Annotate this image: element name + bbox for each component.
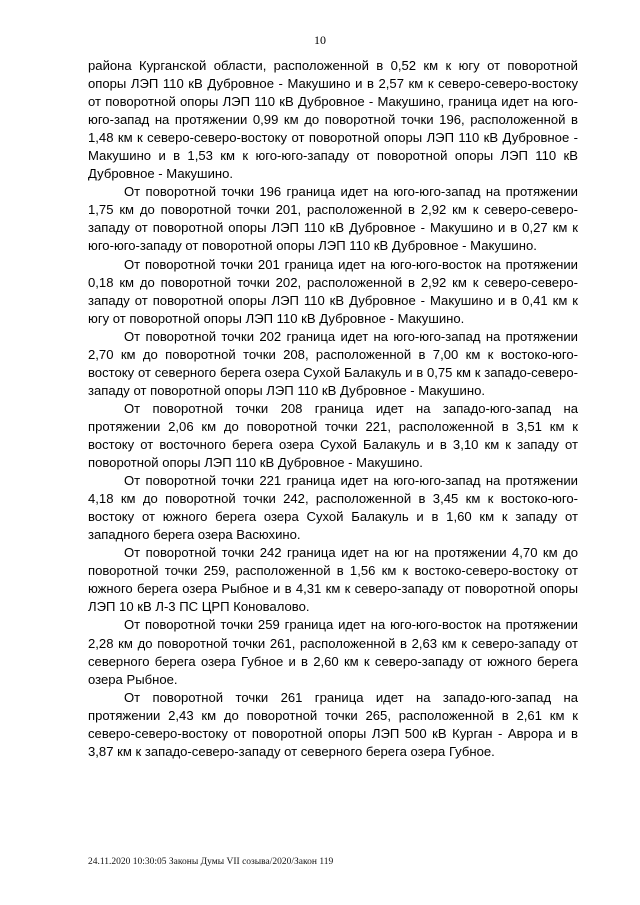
paragraph: От поворотной точки 208 граница идет на западо-юго-запад на протяжении 2,06 км до поворотной точки 221, расположенной в 3,51 км к востоку от восточного берега озера Сухой Балакуль и в 3,10 км к западу от поворотной опоры ЛЭП 110 кВ Дубровное - Макушино. bbox=[88, 400, 578, 471]
page-number: 10 bbox=[314, 33, 326, 47]
paragraph: От поворотной точки 196 граница идет на юго-юго-запад на протяжении 1,75 км до поворотной точки 201, расположенной в 2,92 км к северо-северо-западу от поворотной опоры ЛЭП 110 кВ Дубровное - Макушино и в 0,27 км к юго-юго-западу от поворотной опоры ЛЭП 110 кВ Дубровное - Макушино. bbox=[88, 184, 578, 254]
paragraph: От поворотной точки 261 граница идет на западо-юго-запад на протяжении 2,43 км до поворотной точки 265, расположенной в 2,61 км к северо-северо-востоку от поворотной опоры ЛЭП 500 кВ Курган - Аврора и в 3,87 км к западо-северо-западу от северного берега озера Губное. bbox=[88, 689, 578, 759]
paragraph: От поворотной точки 242 граница идет на юг на протяжении 4,70 км до поворотной точки 259, расположенной в 1,56 км к востоко-северо-востоку от южного берега озера Рыбное и в 4,31 км к северо-западу от поворотной опоры ЛЭП 10 кВ Л-3 ПС ЦРП Коновалово. bbox=[88, 545, 578, 615]
paragraph: района Курганской области, расположенной в 0,52 км к югу от поворотной опоры ЛЭП 110 кВ Дубровное - Макушино и в 2,57 км к северо-северо-востоку от поворотной опоры ЛЭП 110 кВ Дубровное - Макушино, граница идет на юго-юго-запад на протяжении 0,99 км до поворотной точки 196, расположенной в 1,48 км к северо-северо-востоку от поворотной опоры ЛЭП 110 кВ Дубровное - Макушино и в 1,53 км к юго-юго-западу от поворотной опоры ЛЭП 110 кВ Дубровное - Макушино. bbox=[88, 58, 578, 182]
paragraph: От поворотной точки 221 граница идет на юго-юго-запад на протяжении 4,18 км до поворотной точки 242, расположенной в 3,45 км к востоко-юго-востоку от южного берега озера Сухой Балакуль и в 1,60 км к западу от западного берега озера Васюхино. bbox=[88, 473, 578, 543]
paragraph: От поворотной точки 202 граница идет на юго-юго-запад на протяжении 2,70 км до поворотной точки 208, расположенной в 7,00 км к востоко-юго-востоку от северного берега озера Сухой Балакуль и в 0,75 км к западо-северо-западу от поворотной опоры ЛЭП 110 кВ Дубровное - Макушино. bbox=[88, 328, 578, 398]
paragraph: От поворотной точки 259 граница идет на юго-юго-восток на протяжении 2,28 км до поворотной точки 261, расположенной в 2,63 км к северо-западу от северного берега озера Губное и в 2,60 км к северо-западу от южного берега озера Рыбное. bbox=[88, 617, 578, 687]
paragraph: От поворотной точки 201 граница идет на юго-юго-восток на протяжении 0,18 км до поворотной точки 202, расположенной в 2,92 км к северо-северо-западу от поворотной опоры ЛЭП 110 кВ Дубровное - Макушино и в 0,41 км к югу от поворотной опоры ЛЭП 110 кВ Дубровное - Макушино. bbox=[88, 256, 578, 326]
document-body bbox=[88, 57, 578, 761]
document-footer: 24.11.2020 10:30:05 Законы Думы VII созыва/2020/Закон 119 bbox=[88, 857, 334, 867]
